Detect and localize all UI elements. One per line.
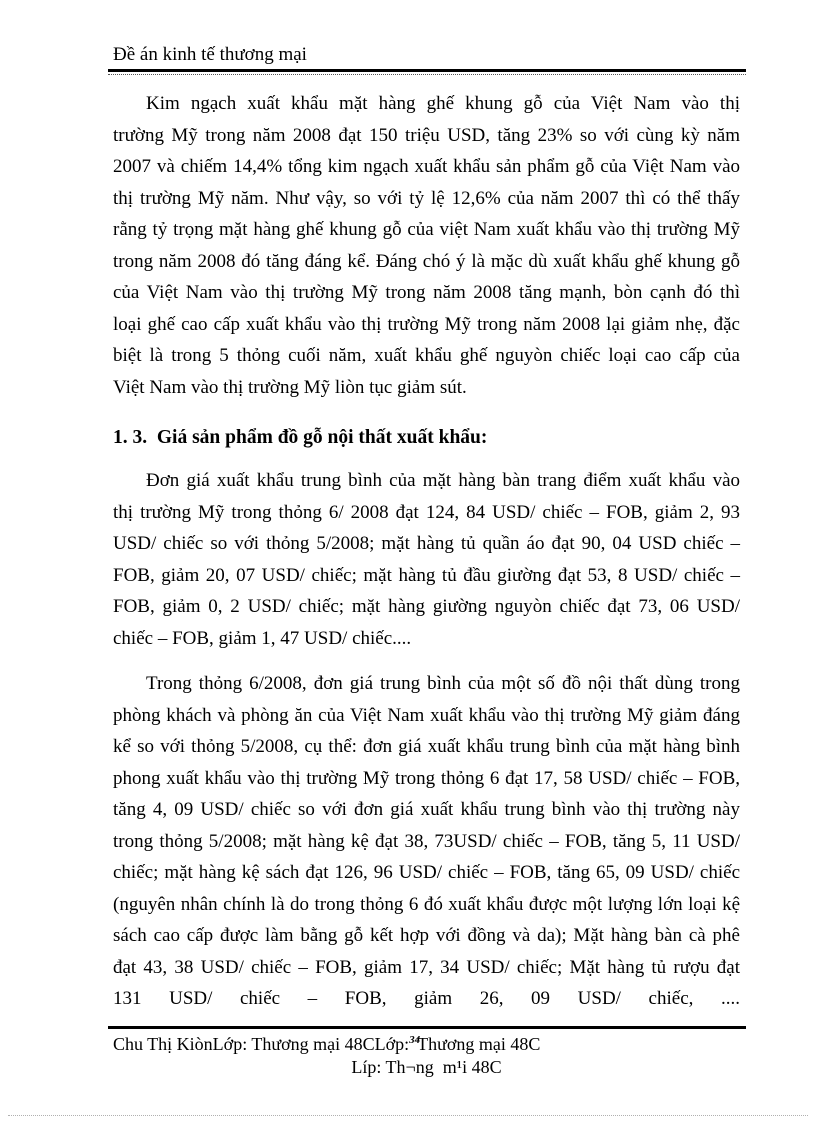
paragraph-unit-prices-livingroom: [113, 668, 740, 1015]
page-header-title: Đề án kinh tế thương mại: [113, 44, 307, 65]
text-line: thị trường Mỹ năm. Như vậy, so với tỷ lệ 12,6% của năm 2007 thì có thể thấy: [113, 187, 740, 209]
text-line: đạt 43, 38 USD/ chiếc – FOB, giảm 17, 34 USD/ chiếc; Mặt hàng tủ rượu đạt: [113, 956, 740, 978]
text-line: phòng khách và phòng ăn của Việt Nam xuất khẩu vào thị trường Mỹ giảm đáng: [113, 704, 740, 726]
text-line: biệt là trong 5 thỏng cuối năm, xuất khẩu ghế nguyòn chiếc loại cao cấp của: [113, 345, 740, 366]
text-line: thị trường Mỹ trong thỏng 6/ 2008 đạt 124, 84 USD/ chiếc – FOB, giảm 2, 93: [113, 501, 740, 523]
footer-author-text: Chu Thị KiònLớp: Thương mại 48CLớp:: [113, 1034, 410, 1054]
text-line: sách cao cấp được làm bằng gỗ kết hợp với đồng và da); Mặt hàng bàn cà phê: [113, 925, 740, 946]
text-line: chiếc; mặt hàng kệ sách đạt 126, 96 USD/ chiếc – FOB, tăng 65, 09 USD/ chiếc: [113, 862, 740, 883]
footer-class-text: Thương mại 48C: [417, 1034, 541, 1054]
text-line: trường Mỹ trong năm 2008 đạt 150 triệu USD, tăng 23% so với cùng kỳ năm: [113, 124, 740, 146]
text-line: FOB, giảm 20, 07 USD/ chiếc; mặt hàng tủ đầu giường đạt 53, 8 USD/ chiếc –: [113, 564, 740, 586]
text-line: Việt Nam vào thị trường Mỹ liòn tục giảm sút.: [113, 376, 467, 398]
footer-page-number: 34: [409, 1034, 421, 1046]
header-rule: [108, 69, 746, 72]
footer-author-class: [113, 1033, 740, 1056]
text-line: phong xuất khẩu vào thị trường Mỹ trong thỏng 6 đạt 17, 58 USD/ chiếc – FOB,: [113, 767, 740, 789]
text-line: tăng 4, 09 USD/ chiếc so với đơn giá xuất khẩu trung bình vào thị trường này: [113, 799, 740, 820]
text-line: trong thỏng 5/2008; mặt hàng kệ đạt 38, 73USD/ chiếc – FOB, tăng 5, 11 USD/: [113, 830, 740, 852]
footer-class-line2: Líp: Th¬ng m¹i 48C: [351, 1057, 502, 1077]
text-line: 2007 và chiếm 14,4% tổng kim ngạch xuất khẩu sản phẩm gỗ của Việt Nam vào: [113, 156, 740, 177]
paragraph-unit-prices-bedroom: [113, 465, 740, 654]
text-line: loại ghế cao cấp xuất khẩu vào thị trường Mỹ trong năm 2008 lại giảm nhẹ, đặc: [113, 313, 740, 335]
section-heading-1-3: 1. 3. Giá sản phẩm đồ gỗ nội thất xuất khẩu:: [113, 427, 488, 448]
footer-rule: [108, 1026, 746, 1029]
text-line: rằng tỷ trọng mặt hàng ghế khung gỗ của việt Nam xuất khẩu vào thị trường Mỹ: [113, 219, 740, 240]
text-line: Kim ngạch xuất khẩu mặt hàng ghế khung gỗ của Việt Nam vào thị: [146, 93, 740, 114]
text-line: Trong thỏng 6/2008, đơn giá trung bình của một số đồ nội thất dùng trong: [146, 673, 740, 694]
text-line: 131 USD/ chiếc – FOB, giảm 26, 09 USD/ chiếc, ....: [113, 988, 740, 1009]
paragraph-export-turnover: [113, 88, 740, 403]
text-line: Đơn giá xuất khẩu trung bình của mặt hàng bàn trang điểm xuất khẩu vào: [146, 470, 740, 491]
text-line: của Việt Nam vào thị trường Mỹ trong năm 2008 tăng mạnh, bòn cạnh đó thì: [113, 282, 740, 303]
header-rule-dotted: [108, 74, 746, 75]
text-line: FOB, giảm 0, 2 USD/ chiếc; mặt hàng giường nguyòn chiếc đạt 73, 06 USD/: [113, 596, 740, 617]
text-line: USD/ chiếc so với thỏng 5/2008; mặt hàng tủ quần áo đạt 90, 04 USD chiếc –: [113, 533, 740, 554]
text-line: chiếc – FOB, giảm 1, 47 USD/ chiếc....: [113, 627, 412, 649]
text-line: kể so với thỏng 5/2008, cụ thể: đơn giá xuất khẩu trung bình của mặt hàng bình: [113, 736, 740, 757]
page-boundary-dotted-line: [8, 1115, 808, 1116]
text-line: trong năm 2008 đó tăng đáng kể. Đáng chó ý là mặc dù xuất khẩu ghế khung gỗ: [113, 250, 740, 272]
text-line: (nguyên nhân chính là do trong thỏng 6 đó xuất khẩu được một lượng lớn loại kệ: [113, 893, 740, 915]
